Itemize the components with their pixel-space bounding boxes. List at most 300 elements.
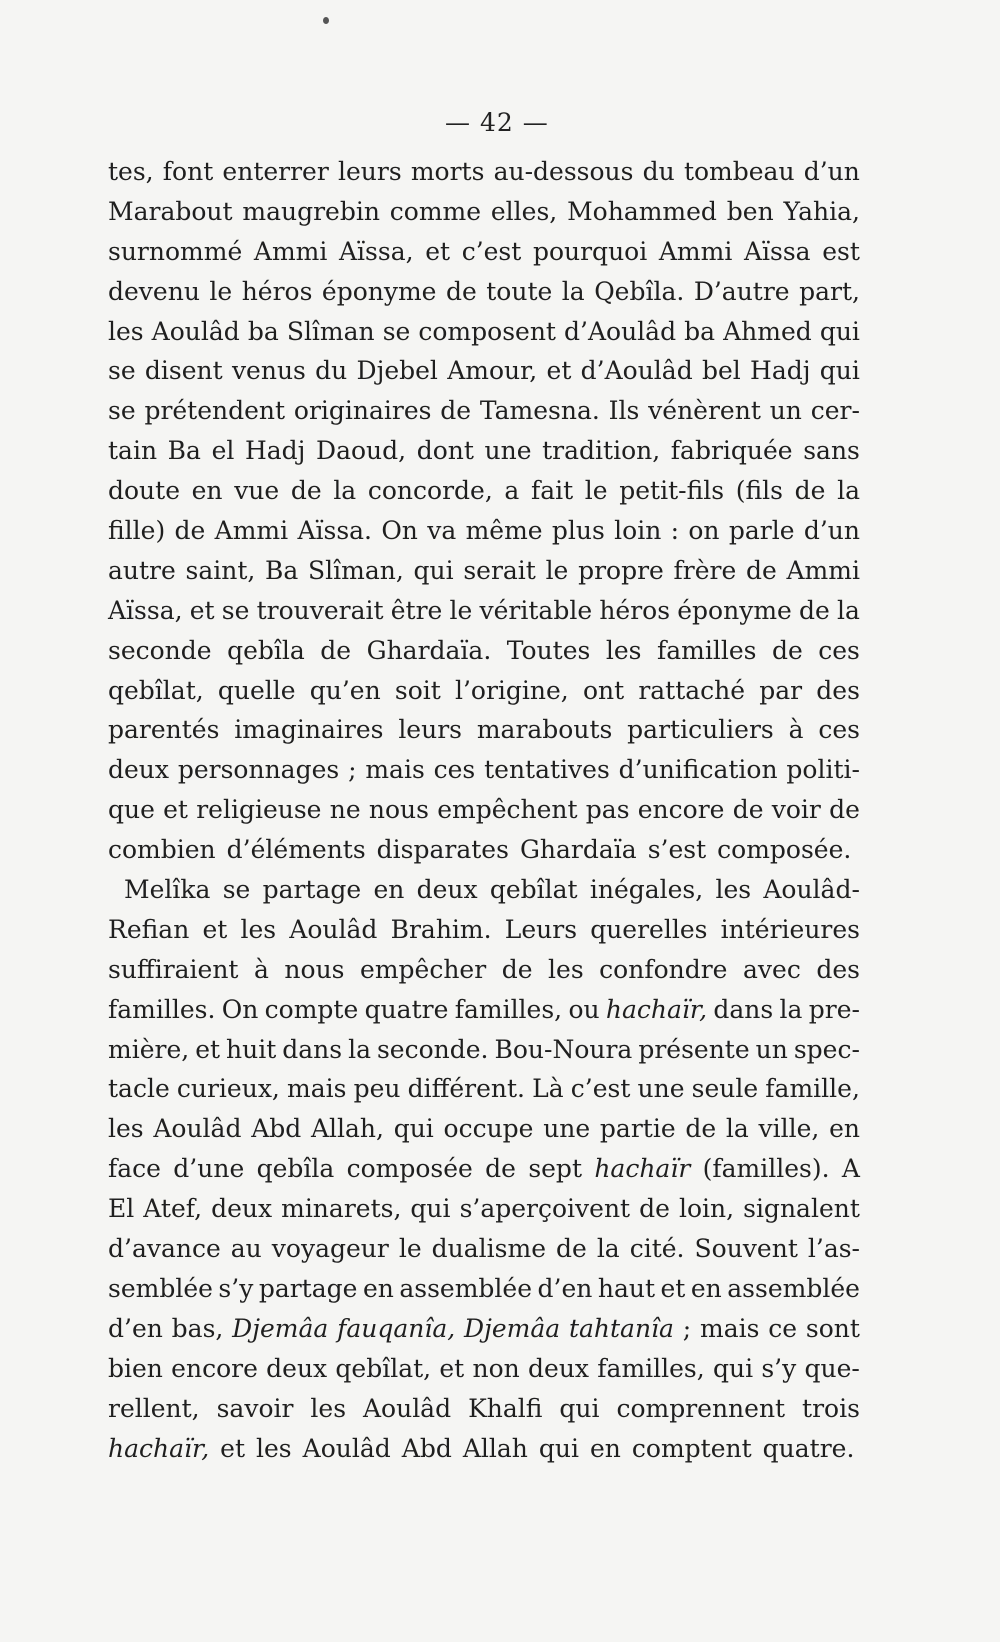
line-word: de [829, 795, 860, 825]
line-word: est [822, 236, 860, 266]
line-word: Mohammed [567, 196, 717, 226]
line-word: parentés [108, 715, 220, 745]
line-word: comptent [631, 1433, 752, 1463]
line-word: que- [804, 1353, 860, 1383]
line-word: tes, [108, 157, 154, 186]
line-word: qui [559, 1393, 600, 1423]
line-word: Aïssa [743, 236, 811, 266]
line-word: Melîka [124, 875, 211, 905]
line-word: ; [348, 755, 357, 785]
line-word: et [189, 595, 215, 625]
line-word: confondre [599, 954, 728, 984]
line-word: fabriquée [670, 436, 793, 466]
line-word: la [561, 276, 585, 306]
line-word: et [439, 1353, 465, 1383]
line-word: imaginaires [234, 715, 384, 745]
line-word: un [769, 396, 802, 426]
text-line [108, 551, 860, 591]
line-word: d’en [108, 1313, 163, 1343]
line-word: la [333, 476, 357, 506]
line-word: quatre. [762, 1433, 855, 1463]
text-line [108, 1309, 860, 1349]
line-word: Aoulâd [153, 1114, 242, 1144]
line-word: à [254, 954, 269, 984]
text-line [108, 1389, 860, 1429]
line-word: bien [108, 1353, 163, 1383]
line-word: Slîman, [308, 555, 404, 585]
line-word: et [220, 1433, 246, 1463]
text-line [108, 312, 860, 352]
line-word: Ammi [253, 236, 328, 266]
line-word: inégales, [589, 875, 704, 905]
line-word: en [590, 1433, 621, 1463]
line-word: qebîlat [489, 875, 578, 905]
line-word: loin [614, 516, 662, 546]
line-word: les [256, 1433, 292, 1463]
line-word: Aoulâd [151, 316, 240, 346]
line-word: dans [713, 994, 774, 1024]
line-word: qu’en [309, 675, 381, 705]
line-word: personnages [177, 755, 340, 785]
line-word: famille, [765, 1074, 860, 1104]
line-word: soit [394, 675, 441, 705]
line-word: tahtanîa [568, 1313, 674, 1343]
line-word: qui [538, 1433, 579, 1463]
line-word: composée [346, 1154, 473, 1184]
line-word: qebîla [256, 1154, 335, 1184]
line-word: cer- [810, 396, 860, 426]
text-line [108, 710, 860, 750]
line-word: leurs [337, 157, 402, 186]
line-word: venus [231, 356, 306, 386]
line-word: que [108, 795, 155, 825]
line-word: tain [108, 436, 158, 466]
text-line [108, 391, 860, 431]
line-word: à [788, 715, 804, 745]
line-word: d’un [803, 157, 860, 186]
line-word: le [545, 555, 569, 585]
line-word: et [660, 1273, 686, 1303]
line-word: hachaïr, [108, 1433, 210, 1463]
line-word: Souvent [694, 1234, 798, 1264]
text-line [108, 1109, 860, 1149]
line-word: en [373, 875, 405, 905]
line-word: curieux, [176, 1074, 280, 1104]
line-word: morts [410, 157, 485, 186]
line-word: empêcher [360, 954, 487, 984]
line-word: les [310, 1393, 347, 1423]
line-word: marabouts [476, 715, 613, 745]
line-word: qui [712, 1353, 754, 1383]
line-word: de [485, 1154, 516, 1184]
line-word: haut [597, 1273, 656, 1303]
line-word: et [202, 914, 228, 944]
line-word: Aïssa, [339, 236, 414, 266]
text-line [108, 471, 860, 511]
line-word: Atef, [143, 1194, 203, 1224]
line-word: semblée [108, 1273, 213, 1303]
line-word: d’en [537, 1273, 593, 1303]
line-word: disent [144, 356, 223, 386]
line-word: querelles [590, 914, 708, 944]
line-word: un [755, 1034, 788, 1064]
line-word: ont [582, 675, 625, 705]
line-word: en [362, 1273, 394, 1303]
line-word: font [162, 157, 214, 186]
line-word: intérieures [720, 914, 860, 944]
line-word: plus [551, 516, 605, 546]
line-word: autre [108, 555, 176, 585]
line-word: Aïssa, [108, 595, 183, 625]
text-line [108, 1269, 860, 1309]
line-word: les [605, 635, 642, 665]
text-line [108, 1069, 860, 1109]
line-word: la [348, 1034, 371, 1064]
line-word: éponyme [677, 595, 792, 625]
line-word: devenu [108, 276, 200, 306]
line-word: et [425, 236, 451, 266]
line-word: saint, [185, 555, 256, 585]
line-word: de [174, 516, 206, 546]
text-line [108, 1429, 860, 1469]
line-word: s’est [647, 835, 707, 865]
text-line [108, 631, 860, 671]
line-word: de [799, 595, 830, 625]
text-line [108, 431, 860, 471]
line-word: rellent, [108, 1393, 200, 1423]
line-word: serait [463, 555, 536, 585]
line-word: face [108, 1154, 161, 1184]
line-word: sept [528, 1154, 582, 1184]
line-word: a [504, 476, 520, 506]
line-word: s’y [761, 1353, 797, 1383]
line-word: parle [728, 516, 795, 546]
line-word: Djemâa [232, 1313, 329, 1343]
line-word: véritable [479, 595, 593, 625]
line-word: l’origine, [454, 675, 569, 705]
line-word: hachaïr, [605, 994, 708, 1024]
line-word: de [501, 954, 533, 984]
line-word: deux [528, 1353, 590, 1383]
line-word: les [240, 914, 277, 944]
line-word: Allah [462, 1433, 528, 1463]
line-word: maugrebin [242, 196, 380, 226]
text-line [108, 351, 860, 391]
line-word: cité. [629, 1234, 685, 1264]
line-word: Là [532, 1074, 564, 1104]
line-word: savoir [216, 1393, 294, 1423]
line-word: A [841, 1154, 860, 1184]
text-line [108, 1149, 860, 1189]
text-line [108, 790, 860, 830]
line-word: bas, [171, 1313, 224, 1343]
line-word: de [556, 1234, 587, 1264]
line-word: partie [599, 1114, 676, 1144]
line-word: mière, [108, 1034, 190, 1064]
line-word: combien [108, 835, 216, 865]
line-word: qui [413, 555, 454, 585]
line-word: : [670, 516, 680, 546]
line-word: familles [656, 635, 757, 665]
line-word: elles, [490, 196, 558, 226]
line-word: pre- [808, 994, 860, 1024]
line-word: qebîla [227, 635, 305, 665]
line-word: propre [578, 555, 664, 585]
line-word: familles. [108, 994, 216, 1024]
line-word: nous [368, 795, 429, 825]
line-word: de [440, 396, 472, 426]
line-word: (familles). [702, 1154, 830, 1184]
line-word: Ahmed [723, 316, 812, 346]
line-word: composée. [717, 835, 852, 865]
line-word: hachaïr [594, 1154, 691, 1184]
text-line [108, 870, 860, 910]
line-word: s’y [218, 1273, 254, 1303]
line-word: assemblée [399, 1273, 532, 1303]
text-line [108, 950, 860, 990]
line-word: la [779, 994, 803, 1024]
line-word: au-dessous [493, 157, 634, 186]
line-word: tradition, [542, 436, 661, 466]
line-word: en [829, 1114, 860, 1144]
line-word: loin, [678, 1194, 735, 1224]
line-word: la [837, 476, 860, 506]
line-word: sont [805, 1313, 860, 1343]
line-word: au [230, 1234, 262, 1264]
line-word: signalent [743, 1194, 860, 1224]
line-word: Djebel [356, 356, 438, 386]
line-word: la [725, 1114, 749, 1144]
line-word: ces [818, 715, 860, 745]
line-word: vue [234, 476, 280, 506]
line-word: Daoud, [316, 436, 407, 466]
line-word: Hadj [750, 356, 811, 386]
line-word: quatre [364, 994, 449, 1024]
line-word: Ils [608, 396, 640, 426]
line-word: encore [637, 795, 725, 825]
line-word: particuliers [627, 715, 774, 745]
line-word: Brahim. [390, 914, 492, 944]
line-word: de [732, 795, 764, 825]
line-word: de [794, 476, 826, 506]
line-word: et [163, 795, 188, 825]
text-line [108, 990, 860, 1030]
line-word: quelle [217, 675, 296, 705]
line-word: vénèrent [648, 396, 761, 426]
line-word: les [108, 1114, 144, 1144]
line-word: la [596, 1234, 620, 1264]
line-word: ces [433, 755, 476, 785]
line-word: prétendent [144, 396, 286, 426]
line-word: mais [365, 755, 425, 785]
text-line [108, 272, 860, 312]
line-word: huit [226, 1034, 277, 1064]
line-word: El [108, 1194, 135, 1224]
line-word: Aoulâd [302, 1433, 391, 1463]
line-word: c’est [461, 236, 522, 266]
line-word: de [445, 276, 477, 306]
line-word: (fils [735, 476, 783, 506]
line-word: Bou-Noura [494, 1034, 633, 1064]
line-word: de [685, 1114, 717, 1144]
line-word: de [771, 635, 803, 665]
line-word: en [690, 1273, 722, 1303]
line-word: d’éléments [226, 835, 366, 865]
line-word: de [320, 635, 352, 665]
line-word: frère [673, 555, 737, 585]
line-word: Toutes [506, 635, 591, 665]
line-word: disparates [376, 835, 509, 865]
line-word: seconde. [376, 1034, 489, 1064]
line-word: d’unification [618, 755, 778, 785]
line-word: deux [416, 875, 478, 905]
line-word: Tamesna. [479, 396, 600, 426]
line-word: du [642, 157, 675, 186]
line-word: se [382, 316, 411, 346]
line-word: voir [771, 795, 821, 825]
line-word: Abd [401, 1433, 452, 1463]
line-word: qui [410, 1194, 451, 1224]
line-word: en [191, 476, 223, 506]
line-word: se [108, 356, 136, 386]
line-word: Aoulâd [289, 914, 378, 944]
line-word: comme [389, 196, 482, 226]
line-word: dans [282, 1034, 343, 1064]
line-word: bel [701, 356, 741, 386]
line-word: pas [585, 795, 630, 825]
line-word: des [816, 675, 860, 705]
line-word: non [472, 1353, 520, 1383]
line-word: Marabout [108, 196, 233, 226]
line-word: avec [743, 954, 801, 984]
line-word: qebîlat, [335, 1353, 432, 1383]
line-word: spec- [793, 1034, 860, 1064]
line-word: de [745, 555, 777, 585]
line-word: Allah, [310, 1114, 384, 1144]
line-word: tombeau [683, 157, 795, 186]
line-word: ce [768, 1313, 798, 1343]
line-word: Aoulâd- [763, 875, 860, 905]
line-word: part, [799, 276, 860, 306]
line-word: Ghardaïa [519, 835, 637, 865]
line-word: des [816, 954, 860, 984]
line-word: concorde, [367, 476, 493, 506]
text-line [108, 511, 860, 551]
line-word: tentatives [484, 755, 610, 785]
line-word: surnommé [108, 236, 243, 266]
line-word: dont [416, 436, 474, 466]
line-word: politi- [786, 755, 860, 785]
text-line [108, 152, 860, 192]
line-word: ben [726, 196, 774, 226]
line-word: partage [258, 1273, 358, 1303]
line-word: deux [266, 1353, 328, 1383]
line-word: ville, [758, 1114, 820, 1144]
line-word: On [221, 994, 259, 1024]
line-word: qui [819, 316, 860, 346]
line-word: le [584, 476, 608, 506]
line-word: qui [819, 356, 860, 386]
line-word: se [221, 595, 250, 625]
text-line [108, 232, 860, 272]
line-word: Ba [167, 436, 201, 466]
line-word: même [465, 516, 543, 546]
line-word: une [637, 1074, 685, 1104]
line-word: empêchent [437, 795, 578, 825]
line-word: seule [691, 1074, 759, 1104]
line-word: deux [108, 755, 169, 785]
line-word: Hadj [244, 436, 306, 466]
line-word: se [108, 396, 136, 426]
line-word: Ammi [786, 555, 860, 585]
line-word: ; [682, 1313, 692, 1343]
line-word: et [546, 356, 572, 386]
line-word: ne [329, 795, 361, 825]
line-word: ces [818, 635, 860, 665]
line-word: sans [803, 436, 860, 466]
line-word: el [211, 436, 235, 466]
line-word: se [222, 875, 251, 905]
line-word: différent. [407, 1074, 525, 1104]
line-word: petit-fils [619, 476, 725, 506]
line-word: Ba [265, 555, 299, 585]
line-word: doute [108, 476, 180, 506]
line-word: du [315, 356, 348, 386]
line-word: familles, [597, 1353, 705, 1383]
line-word: qebîlat, [108, 675, 204, 705]
line-word: Refian [108, 914, 190, 944]
line-word: d’Aoulâd [564, 316, 677, 346]
line-word: par [759, 675, 803, 705]
line-word: Slîman [286, 316, 375, 346]
line-word: composent [418, 316, 556, 346]
text-line [108, 1189, 860, 1229]
line-word: Yahia, [783, 196, 860, 226]
line-word: on [688, 516, 720, 546]
line-word: d’Aoulâd [580, 356, 693, 386]
line-word: être [390, 595, 443, 625]
line-word: toute [486, 276, 553, 306]
line-word: seconde [108, 635, 212, 665]
line-word: d’un [803, 516, 860, 546]
line-word: Ammi [658, 236, 733, 266]
line-word: fille) [108, 516, 166, 546]
line-word: Amour, [447, 356, 538, 386]
text-line [108, 1229, 860, 1269]
line-word: les [715, 875, 752, 905]
line-word: et [195, 1034, 221, 1064]
line-word: familles, [454, 994, 563, 1024]
text-line [108, 830, 860, 870]
line-word: comprennent [616, 1393, 786, 1423]
line-word: mais [287, 1074, 347, 1104]
text-line [108, 1349, 860, 1389]
line-word: héros [241, 276, 313, 306]
line-word: les [548, 954, 584, 984]
line-word: D’autre [693, 276, 790, 306]
line-word: rattaché [638, 675, 746, 705]
line-word: Ammi [214, 516, 289, 546]
line-word: éponyme [321, 276, 437, 306]
line-word: minarets, [281, 1194, 402, 1224]
line-word: assemblée [727, 1273, 860, 1303]
line-word: fauqanîa, [337, 1313, 456, 1343]
line-word: Aoulâd [362, 1393, 452, 1423]
body-text [108, 152, 860, 1468]
line-word: c’est [570, 1074, 631, 1104]
line-word: ba [247, 316, 279, 346]
line-word: suffiraient [108, 954, 239, 984]
